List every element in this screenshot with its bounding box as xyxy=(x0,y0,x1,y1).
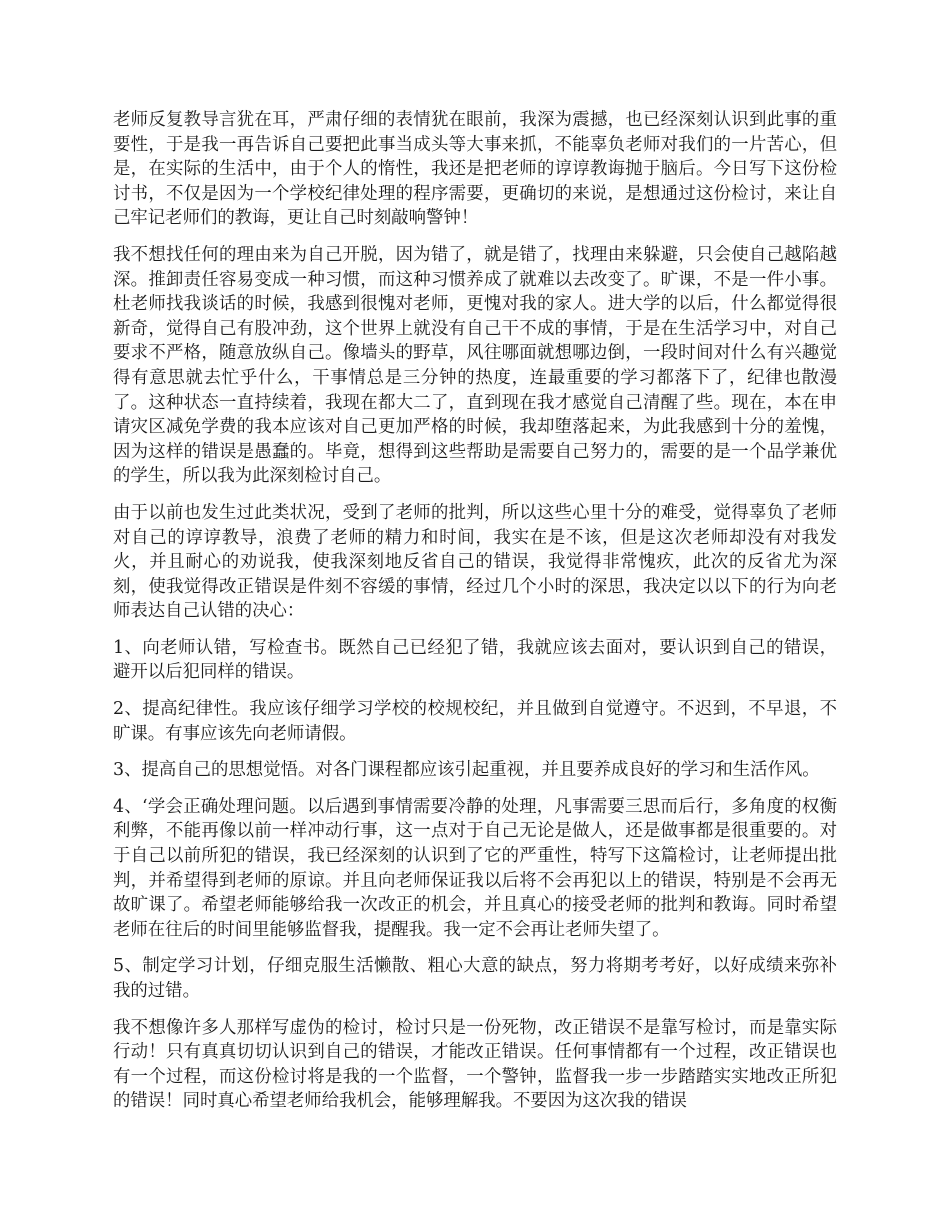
list-item-2: 2、提高纪律性。我应该仔细学习学校的校规校纪，并且做到自觉遵守。不迟到，不早退，不旷课。有事应该先向老师请假。 xyxy=(113,699,837,744)
paragraph-3: 由于以前也发生过此类状况，受到了老师的批判，所以这些心里十分的难受，觉得辜负了老师对自己的谆谆教导，浪费了老师的精力和时间，我实在是不该，但是这次老师却没有对我发火，并且耐心的劝说我，使我深刻地反省自己的错误，我觉得非常愧疚，此次的反省尤为深刻，使我觉得改正错误是件刻不容缓的事情，经过几个小时的深思，我决定以以下的行为向老师表达自己认错的决心： xyxy=(113,502,837,622)
list-item-3: 3、提高自己的思想觉悟。对各门课程都应该引起重视，并且要养成良好的学习和生活作风。 xyxy=(113,760,820,781)
paragraph-closing: 我不想像许多人那样写虚伪的检讨，检讨只是一份死物，改正错误不是靠写检讨，而是靠实际行动！只有真真切切认识到自己的错误，才能改正错误。任何事情都有一个过程，改正错误也有一个过程，而这份检讨将是我的一个监督，一个警钟，监督我一步一步踏踏实实地改正所犯的错误！同时真心希望老师给我机会，能够理解我。不要因为这次我的错误 xyxy=(113,1017,837,1112)
paragraph-2: 我不想找任何的理由来为自己开脱，因为错了，就是错了，找理由来躲避，只会使自己越陷越深。推卸责任容易变成一种习惯，而这种习惯养成了就难以去改变了。旷课，不是一件小事。杜老师找我谈话的时候，我感到很愧对老师，更愧对我的家人。进大学的以后，什么都觉得很新奇，觉得自己有股冲劲，这个世界上就没有自己干不成的事情，于是在生活学习中，对自己要求不严格，随意放纵自己。像墙头的野草，风往哪面就想哪边倒，一段时间对什么有兴趣觉得有意思就去忙乎什么，干事情总是三分钟的热度，连最重要的学习都落下了，纪律也散漫了。这种状态一直持续着，我现在都大二了，直到现在我才感觉自己清醒了些。现在，本在申请灾区减免学费的我本应该对自己更加严格的时候，我却堕落起来，为此我感到十分的羞愧，因为这样的错误是愚蠢的。毕竟，想得到这些帮助是需要自己努力的，需要的是一个品学兼优的学生，所以我为此深刻检讨自己。 xyxy=(113,244,837,487)
document-body xyxy=(113,108,837,1126)
list-item-5: 5、制定学习计划，仔细克服生活懒散、粗心大意的缺点，努力将期考考好，以好成绩来弥补我的过错。 xyxy=(113,956,837,1001)
list-item-4: 4、‘学会正确处理问题。以后遇到事情需要冷静的处理，凡事需要三思而后行，多角度的权衡利弊，不能再像以前一样冲动行事，这一点对于自己无论是做人，还是做事都是很重要的。对于自己以前所犯的错误，我已经深刻的认识到了它的严重性，特写下这篇检讨，让老师提出批判，并希望得到老师的原谅。并且向老师保证我以后将不会再犯以上的错误，特别是不会再无故旷课了。希望老师能够给我一次改正的机会，并且真心的接受老师的批判和教诲。同时希望老师在往后的时间里能够监督我，提醒我。我一定不会再让老师失望了。 xyxy=(113,796,837,940)
paragraph-1: 老师反复教导言犹在耳，严肃仔细的表情犹在眼前，我深为震撼，也已经深刻认识到此事的重要性，于是我一再告诉自己要把此事当成头等大事来抓，不能辜负老师对我们的一片苦心，但是，在实际的生活中，由于个人的惰性，我还是把老师的谆谆教诲抛于脑后。今日写下这份检讨书，不仅是因为一个学校纪律处理的程序需要，更确切的来说，是想通过这份检讨，来让自己牢记老师们的教诲，更让自己时刻敲响警钟！ xyxy=(113,110,837,229)
list-item-1: 1、向老师认错，写检查书。既然自己已经犯了错，我就应该去面对，要认识到自己的错误，避开以后犯同样的错误。 xyxy=(113,637,837,683)
